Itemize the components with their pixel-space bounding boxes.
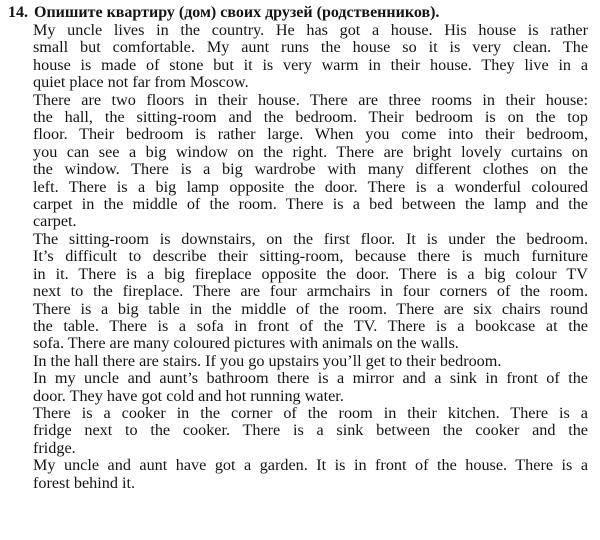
text-line: in it. There is a big fireplace opposite the door. There is a big colour TV: [33, 265, 588, 283]
text-line: sofa. There are many coloured pictures with animals on the walls.: [33, 335, 459, 353]
text-line: small but comfortable. My aunt runs the house so it is very clean. The: [33, 39, 588, 57]
exercise-heading: [8, 4, 588, 22]
text-line: carpet.: [33, 213, 77, 231]
text-line: fridge.: [33, 439, 76, 457]
text-line: carpet in the middle of the room. There is a bed between the lamp and the: [33, 196, 588, 214]
text-line: quiet place not far from Moscow.: [33, 74, 249, 92]
text-line: fridge next to the cooker. There is a sink between the cooker and the: [33, 422, 588, 440]
text-line: the hall, the sitting-room and the bedroom. Their bedroom is on the top: [33, 109, 588, 127]
text-line: door. They have got cold and hot running water.: [33, 387, 344, 405]
text-line: The sitting-room is downstairs, on the first floor. It is under the bedroom.: [33, 230, 588, 248]
text-line: There is a cooker in the corner of the room in their kitchen. There is a: [33, 404, 588, 422]
text-line: My uncle lives in the country. He has got a house. His house is rather: [33, 22, 588, 39]
text-line: floor. Their bedroom is rather large. When you come into their bedroom,: [33, 126, 588, 144]
text-line: house is made of stone but it is very warm in their house. They live in a: [33, 56, 588, 74]
text-line: next to the fireplace. There are four armchairs in four corners of the room.: [33, 283, 588, 301]
text-line: In my uncle and aunt’s bathroom there is a mirror and a sink in front of the: [33, 370, 588, 388]
text-line: left. There is a big lamp opposite the door. There is a wonderful coloured: [33, 178, 588, 196]
text-line: It’s difficult to describe their sitting-room, because there is much furniture: [33, 248, 588, 266]
text-line: the window. There is a big wardrobe with many different clothes on the: [33, 161, 588, 179]
text-line: There are two floors in their house. There are three rooms in their house:: [33, 91, 588, 109]
text-line: There is a big table in the middle of the room. There are six chairs round: [33, 300, 588, 318]
text-line: In the hall there are stairs. If you go upstairs you’ll get to their bedroom.: [33, 352, 502, 370]
exercise-text: [8, 22, 588, 492]
text-line: My uncle and aunt have got a garden. It is in front of the house. There is a: [33, 457, 588, 475]
exercise-title: Опишите квартиру (дом) своих друзей (родственников).: [34, 4, 440, 21]
text-line: you can see a big window on the right. There are bright lovely curtains on: [33, 143, 588, 161]
text-line: the table. There is a sofa in front of the TV. There is a bookcase at the: [33, 317, 588, 335]
exercise-number: 14.: [8, 4, 28, 21]
text-line: forest behind it.: [33, 474, 136, 492]
